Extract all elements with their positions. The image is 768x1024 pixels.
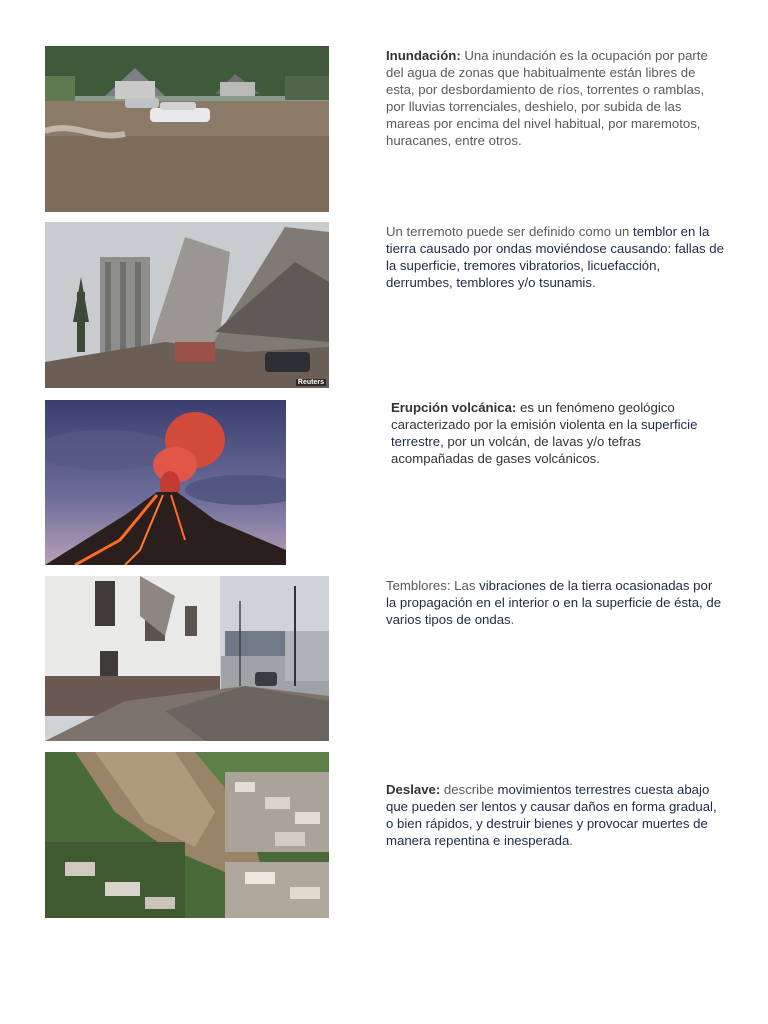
earthquake-text-2: temblor en la tierra causado por ondas moviéndose causando: fallas de la superficie, tremores vibratorios, licuefacción, derrumbes, temblores y/o tsunamis xyxy=(386,224,724,290)
landslide-text-2: movimientos terrestres cuesta abajo que pueden ser lentos y causar daños en forma gradual, o bien rápidos, y destruir bienes y provocar muertes de manera repentina e inesperada xyxy=(386,782,717,848)
tremor-text-2: vibraciones de la tierra ocasionadas por la propagación en el interior o en la superficie de ésta, de varios tipos de ondas xyxy=(386,578,722,627)
volcano-term: Erupción volcánica: xyxy=(391,400,517,415)
landslide-image xyxy=(45,752,329,918)
tremor-image xyxy=(45,576,329,741)
volcano-text-3: , por un volcán, de lavas y/o tefras acompañadas de gases volcánicos. xyxy=(391,434,641,466)
image-credit: Reuters xyxy=(297,379,324,386)
flood-term: Inundación: xyxy=(386,48,461,63)
flood-text: Una inundación es la ocupación por parte del agua de zonas que habitualmente están libres de esta, por desbordamiento de ríos, torrentes o ramblas, por lluvias torrenciales, deshielo, por subida de las mareas por encima del nivel habitual, por maremotos, huracanes, entre otros. xyxy=(386,48,708,148)
landslide-caption xyxy=(386,781,726,849)
earthquake-caption xyxy=(386,223,726,291)
landslide-text-1: describe xyxy=(440,782,498,797)
volcano-image xyxy=(45,400,286,565)
flood-image xyxy=(45,46,329,212)
landslide-term: Deslave: xyxy=(386,782,441,797)
landslide-text-3: . xyxy=(569,833,573,848)
earthquake-image xyxy=(45,222,329,388)
volcano-text-1: es un fenómeno geológico caracterizado por la emisión violenta en la xyxy=(391,400,675,432)
volcano-caption xyxy=(391,399,711,467)
earthquake-text-3: . xyxy=(591,275,596,290)
tremor-text-3: . xyxy=(510,612,515,627)
earthquake-text-1: Un terremoto puede ser definido como un xyxy=(386,224,634,239)
flood-caption xyxy=(386,47,726,149)
tremor-caption xyxy=(386,577,726,628)
volcano-text-2: superficie terrestre xyxy=(391,417,698,449)
tremor-text-1: Temblores: Las xyxy=(386,578,480,593)
